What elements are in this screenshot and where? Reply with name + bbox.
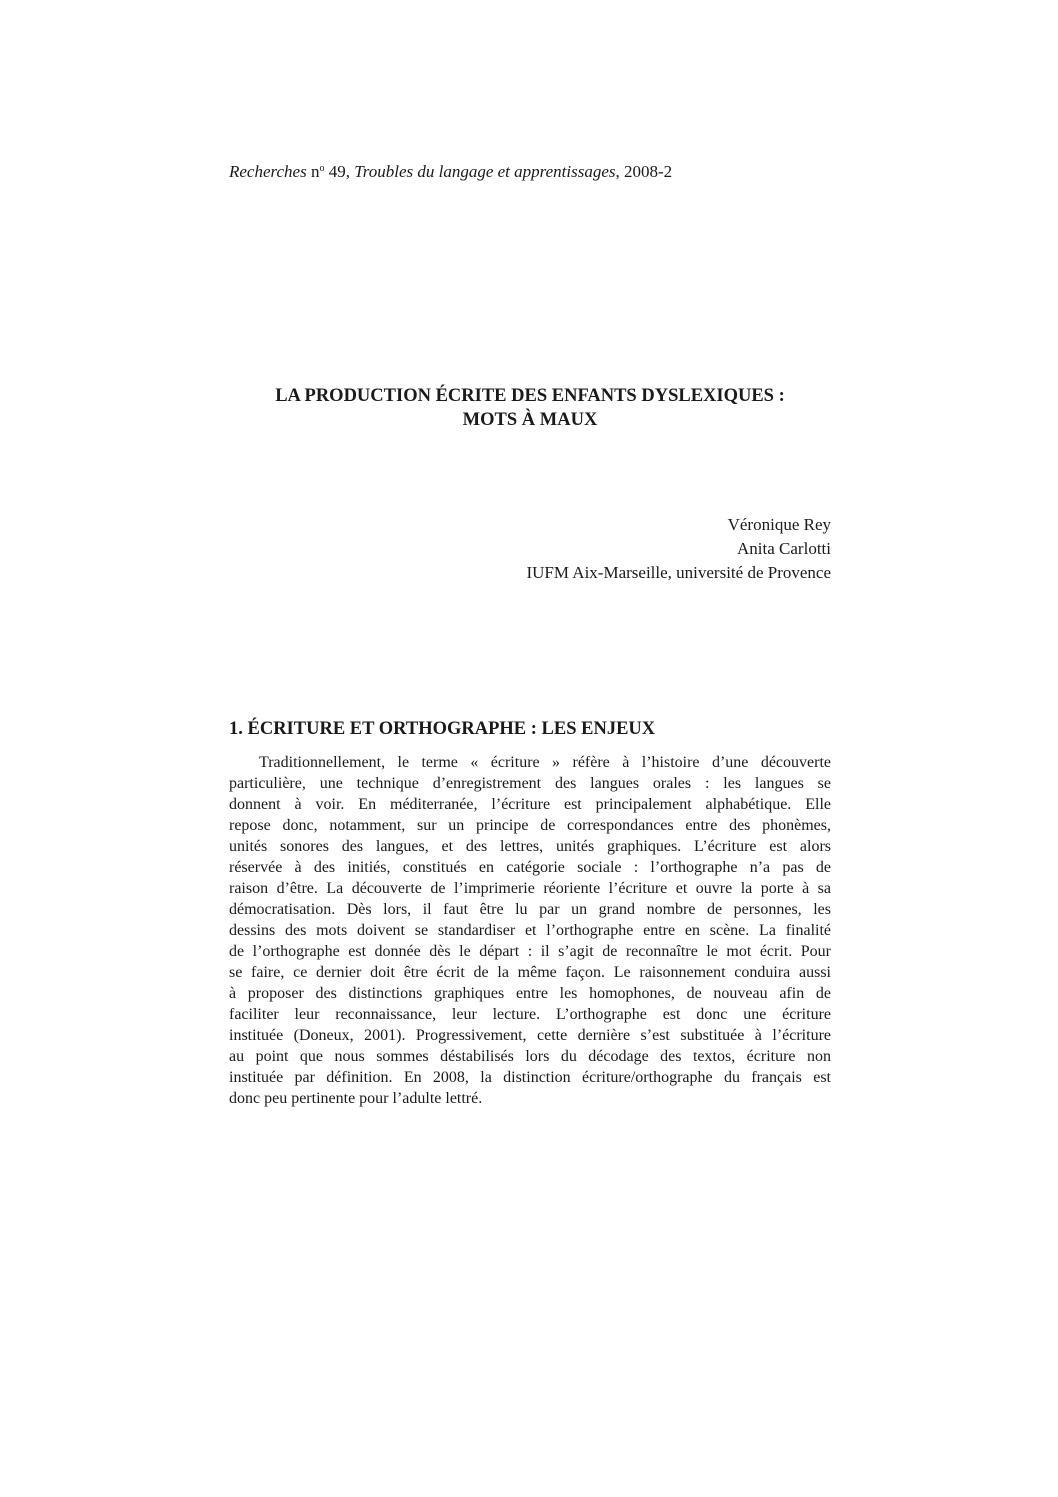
paragraph-line: donnent à voir. En méditerranée, l’écriture est principalement alphabétique. Elle (229, 796, 831, 813)
section-heading: 1. ÉCRITURE ET ORTHOGRAPHE : LES ENJEUX (229, 719, 656, 739)
author-block (229, 513, 831, 585)
paragraph-line: de l’orthographe est donnée dès le départ : il s’agit de reconnaître le mot écrit. Pour (229, 943, 831, 960)
paragraph-line: particulière, une technique d’enregistrement des langues orales : les langues se (229, 775, 831, 792)
issue-year: , 2008-2 (615, 162, 673, 181)
body-paragraph (229, 752, 831, 1109)
paragraph-line: dessins des mots doivent se standardiser et l’orthographe entre en scène. La finalité (229, 922, 831, 939)
paragraph-line: Traditionnellement, le terme « écriture » réfère à l’histoire d’une découverte (259, 754, 831, 771)
issue-prefix: n (306, 162, 320, 181)
paragraph-line: se faire, ce dernier doit être écrit de la même façon. Le raisonnement conduira aussi (229, 964, 831, 981)
paragraph-line: repose donc, notamment, sur un principe de correspondances entre des phonèmes, (229, 817, 831, 834)
paragraph-line: réservée à des initiés, constitués en catégorie sociale : l’orthographe n’a pas de (229, 859, 831, 876)
paragraph-line: raison d’être. La découverte de l’imprimerie réoriente l’écriture et ouvre la porte à sa (229, 880, 831, 897)
paragraph-line: unités sonores des langues, et des lettres, unités graphiques. L’écriture est alors (229, 838, 831, 855)
paragraph-line: instituée par définition. En 2008, la distinction écriture/orthographe du français est (229, 1069, 831, 1086)
issue-number: 49, (324, 162, 355, 181)
journal-name: Recherches (229, 162, 307, 181)
issue-superscript: o (319, 163, 325, 174)
author-name: Anita Carlotti (737, 539, 831, 558)
issue-theme: Troubles du langage et apprentissages (354, 162, 616, 181)
paragraph-line: démocratisation. Dès lors, il faut être lu par un grand nombre de personnes, les (229, 901, 831, 918)
paragraph-line: au point que nous sommes déstabilisés lors du décodage des textos, écriture non (229, 1048, 831, 1065)
paragraph-line: à proposer des distinctions graphiques entre les homophones, de nouveau afin de (229, 985, 831, 1002)
title-line-1: LA PRODUCTION ÉCRITE DES ENFANTS DYSLEXIQUES : (275, 386, 785, 406)
paragraph-line: faciliter leur reconnaissance, leur lecture. L’orthographe est donc une écriture (229, 1006, 831, 1023)
running-header (229, 162, 672, 182)
title-line-2: MOTS À MAUX (462, 410, 598, 430)
paragraph-line: instituée (Doneux, 2001). Progressivement, cette dernière s’est substituée à l’écriture (229, 1027, 831, 1044)
paragraph-line: donc peu pertinente pour l’adulte lettré. (229, 1090, 483, 1107)
author-affiliation: IUFM Aix-Marseille, université de Provence (526, 563, 831, 582)
article-title (229, 384, 831, 432)
author-name: Véronique Rey (727, 515, 831, 534)
